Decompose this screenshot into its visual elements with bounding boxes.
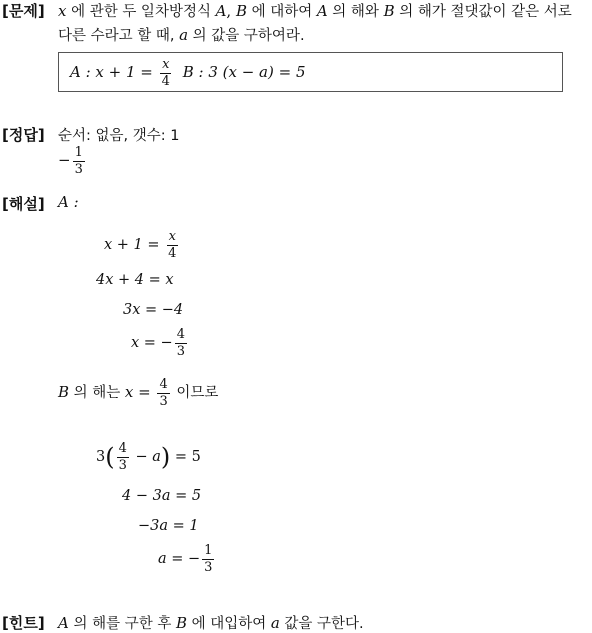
problem-text: 의 해와 — [327, 4, 384, 20]
solution-step-1 — [104, 230, 180, 260]
fraction-denominator: 4 — [161, 73, 170, 89]
solution-text: 의 해는 — [69, 385, 125, 402]
fraction — [157, 378, 169, 408]
var-A: A — [58, 614, 69, 632]
fraction-denominator: 3 — [118, 457, 127, 473]
answer-value — [58, 146, 87, 176]
step-lhs: a = − — [158, 551, 201, 568]
hint-text: 에 대입하여 — [186, 616, 271, 632]
var-a: a — [270, 614, 280, 632]
fraction-denominator: 4 — [168, 245, 177, 261]
problem-text: 다른 수라고 할 때, — [58, 28, 180, 44]
fraction-denominator: 3 — [159, 393, 168, 409]
var-x: x = — [124, 383, 156, 402]
hint-text: 의 해를 구한 후 — [68, 616, 176, 632]
fraction-denominator: 3 — [204, 559, 213, 575]
problem-text: 에 관한 두 일차방정식 — [66, 4, 216, 20]
fraction-numerator: 4 — [118, 441, 127, 456]
inner-term: − a — [130, 449, 161, 466]
var-x: x — [58, 2, 67, 20]
hint-line — [58, 612, 364, 633]
fraction — [166, 230, 178, 260]
right-paren: ) — [160, 443, 171, 472]
left-paren: ( — [105, 443, 115, 472]
answer-line: 순서: 없음, 갯수: 1 — [58, 128, 180, 144]
comma: , — [226, 2, 236, 20]
fraction — [73, 146, 85, 176]
fraction-numerator: 4 — [159, 377, 168, 392]
coefficient: 3 — [96, 449, 106, 466]
problem-text: 의 값을 구하여라. — [188, 28, 305, 44]
problem-text: 의 해가 절댓값이 같은 서로 — [394, 4, 572, 20]
solution-step-3: 3x = −4 — [123, 302, 184, 318]
solution-eq-1 — [96, 442, 201, 472]
solution-eq-2: 4 − 3a = 5 — [122, 488, 202, 504]
hint-label: [힌트] — [2, 614, 45, 632]
var-B: B — [383, 2, 395, 20]
eq-rhs: = 5 — [170, 449, 201, 466]
var-a: a — [179, 26, 189, 44]
fraction — [117, 442, 129, 472]
var-B: B — [58, 383, 70, 402]
fraction-numerator: 1 — [204, 543, 213, 558]
hint-text: 값을 구한다. — [279, 616, 364, 632]
problem-line-2 — [58, 24, 305, 45]
equation-A: A : x + 1 = — [70, 63, 158, 81]
step-lhs: x = − — [131, 335, 173, 352]
var-A: A — [215, 2, 227, 20]
var-B: B — [175, 614, 187, 632]
fraction-numerator: 1 — [74, 145, 83, 160]
fraction-denominator: 3 — [74, 161, 83, 177]
answer-label: [정답] — [2, 126, 45, 144]
fraction — [202, 544, 214, 574]
solution-eq-3: −3a = 1 — [138, 518, 199, 534]
fraction-numerator: x — [162, 56, 170, 72]
fraction-numerator: x — [168, 229, 176, 244]
solution-label: [해설] — [2, 195, 45, 213]
solution-eq-4 — [158, 544, 216, 574]
solution-b-sentence — [58, 378, 218, 408]
fraction — [160, 58, 172, 88]
problem-label: [문제] — [2, 2, 45, 20]
fraction-numerator: 4 — [176, 327, 185, 342]
solution-step-2: 4x + 4 = x — [96, 272, 174, 288]
equation-box-content — [70, 56, 306, 88]
fraction — [175, 328, 187, 358]
fraction-denominator: 3 — [176, 343, 185, 359]
step-lhs: x + 1 = — [104, 237, 165, 254]
solution-text: 이므로 — [171, 385, 219, 402]
problem-line-1 — [58, 0, 572, 21]
solution-step-4 — [131, 328, 189, 358]
solution-intro: A : — [58, 193, 79, 211]
var-A: A — [316, 2, 328, 20]
problem-text: 에 대하여 — [247, 4, 317, 20]
minus-sign: − — [58, 151, 71, 170]
equation-B: B : 3 (x − a) = 5 — [182, 63, 306, 81]
var-B: B — [235, 2, 247, 20]
